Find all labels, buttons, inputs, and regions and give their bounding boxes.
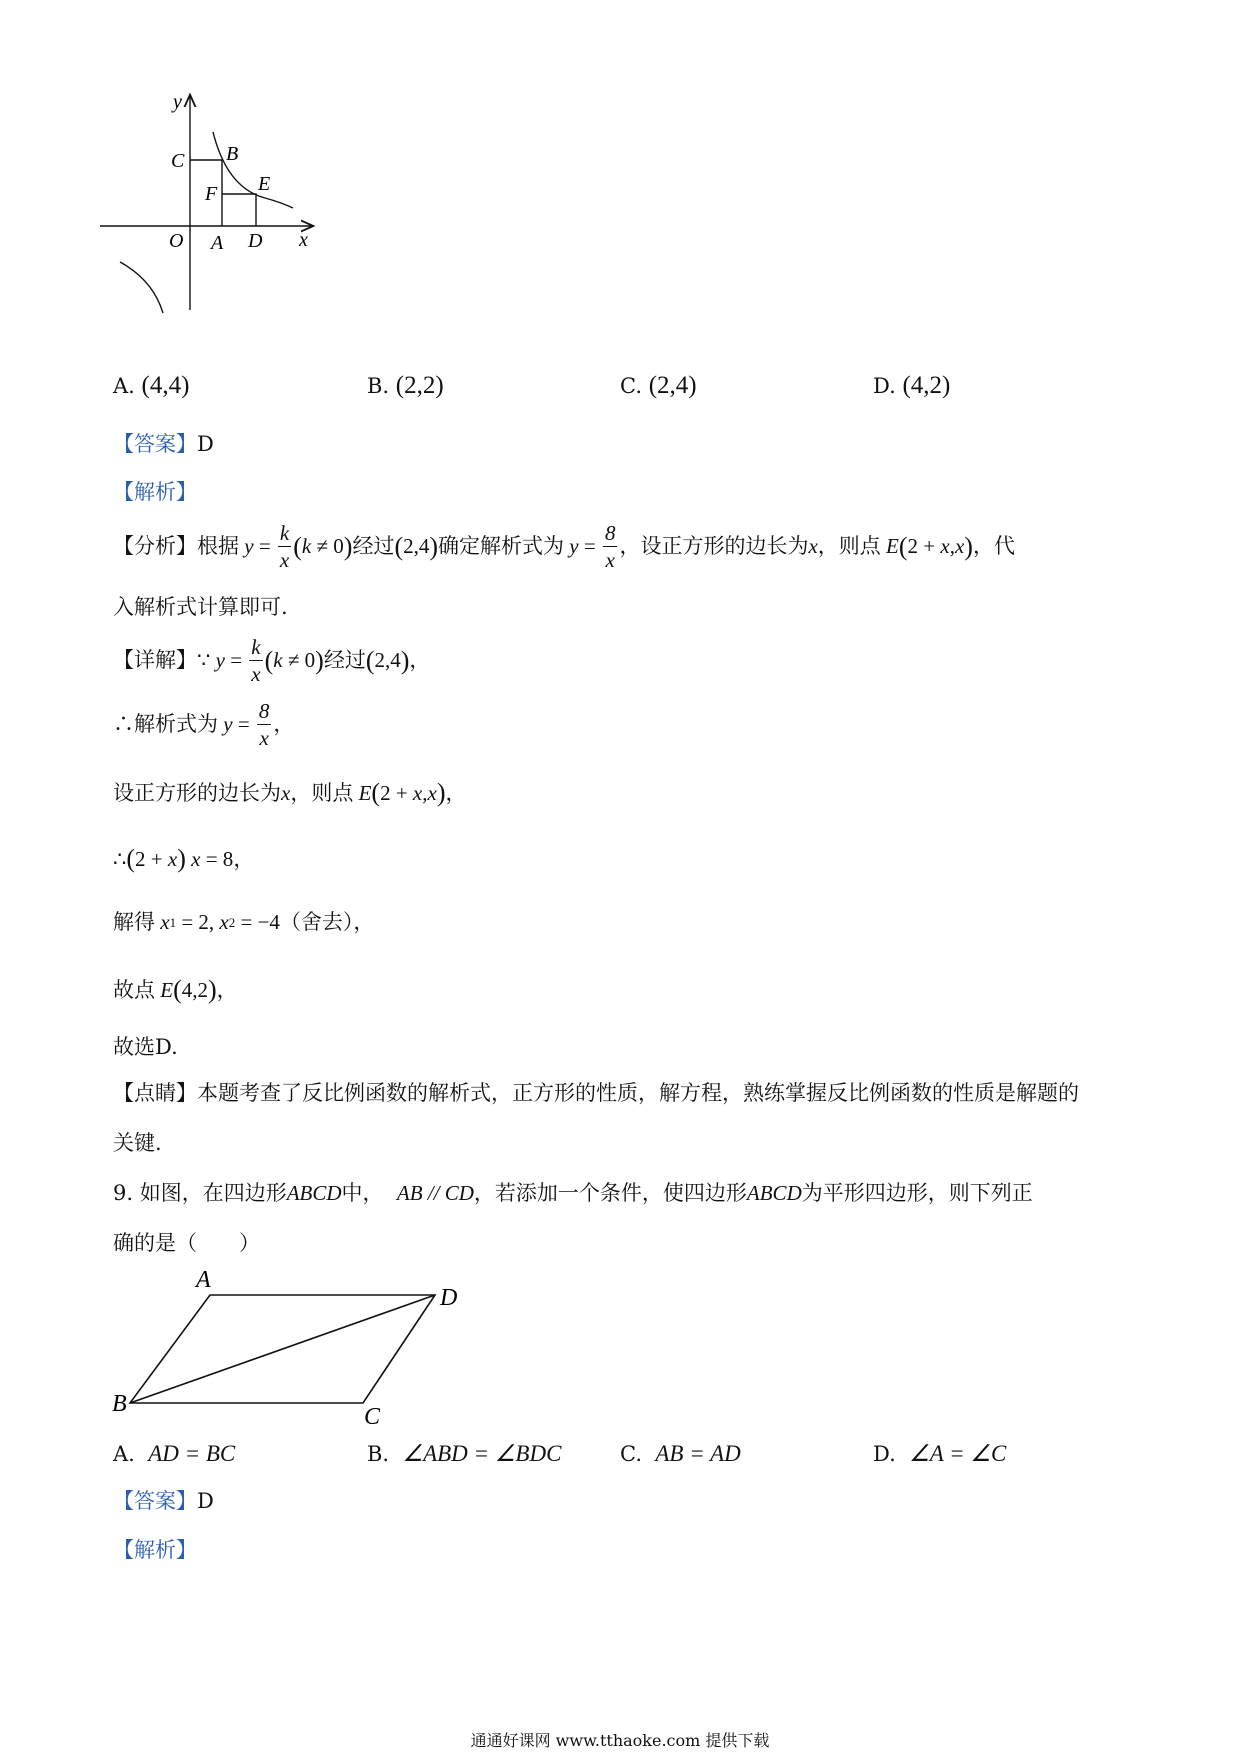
q9-option-c[interactable]: C. AB = AD bbox=[620, 1441, 741, 1466]
label-f: F bbox=[205, 183, 218, 205]
square-adef bbox=[222, 194, 256, 226]
q8-xiangjie: 【详解】 ∵ y = $\frac{k}{x}$ ( k ≠ 0 ) 经过 ( 2,4 ) ， bbox=[113, 635, 431, 687]
diagonal-bd bbox=[130, 1295, 435, 1403]
label-c: C bbox=[171, 150, 185, 172]
label-y: y bbox=[173, 91, 182, 113]
q8-answer: 【答案】D bbox=[113, 432, 214, 456]
label-o: O bbox=[169, 230, 184, 252]
q8-dianjing-line2: 关键. bbox=[113, 1131, 162, 1155]
q8-step-6: 故选D. bbox=[113, 1035, 178, 1059]
q8-step-2: 设正方形的边长为 x ，则点 E ( 2 + x , x ) ， bbox=[113, 778, 467, 807]
q9-stem-line2: 确的是（ ） bbox=[113, 1231, 260, 1255]
q9-option-b[interactable]: B. ∠ABD = ∠BDC bbox=[367, 1441, 562, 1466]
page-footer: 通通好课网 www.tthaoke.com 提供下载 bbox=[470, 1731, 770, 1750]
q9-option-a[interactable]: A. AD = BC bbox=[113, 1441, 236, 1466]
q8-option-a[interactable]: A. (4,4) bbox=[113, 372, 190, 399]
q9-option-d[interactable]: D. ∠A = ∠C bbox=[873, 1441, 1007, 1466]
figure-parallelogram bbox=[100, 1265, 480, 1425]
q8-dianjing-line1: 【点睛】本题考查了反比例函数的解析式，正方形的性质，解方程，熟练掌握反比例函数的性质是解题的 bbox=[113, 1081, 1079, 1105]
q8-fenxi-line1: 【分析】 根据 y = $\frac{k}{x}$ ( k ≠ 0 ) 经过 ( 2,4 ) 确定解析式为 y = $\frac{8}{x}$ ，设正方形的边长为 x ，则点 E ( 2 + x , x ) ，代 bbox=[113, 521, 1015, 573]
q8-step-4: 解得 x 1 = 2, x 2 = −4 （舍去）， bbox=[113, 910, 375, 934]
hyperbola-branch-1 bbox=[213, 132, 293, 208]
label-c: C bbox=[364, 1404, 381, 1425]
q9-answer: 【答案】D bbox=[113, 1489, 214, 1513]
hyperbola-branch-3 bbox=[120, 262, 163, 313]
q9-stem-line1: 9. 如图，在四边形ABCD中， AB // CD，若添加一个条件，使四边形ABCD为平形四边形，则下列正 bbox=[113, 1181, 1033, 1205]
label-b: B bbox=[226, 143, 239, 165]
q8-step-5: 故点 E ( 4,2 ) ， bbox=[113, 975, 238, 1004]
q8-step-1: ∴解析式为 y = $\frac{8}{x}$ ， bbox=[113, 699, 295, 751]
q8-option-d[interactable]: D. (4,2) bbox=[873, 372, 951, 399]
label-a: A bbox=[211, 232, 224, 254]
label-x: x bbox=[299, 229, 308, 251]
q8-jiexi-heading: 【解析】 bbox=[113, 480, 197, 504]
q9-jiexi-heading: 【解析】 bbox=[113, 1538, 197, 1562]
label-d: D bbox=[248, 230, 263, 252]
label-a: A bbox=[196, 1267, 211, 1293]
q8-option-c[interactable]: C. (2,4) bbox=[620, 372, 697, 399]
q8-option-b[interactable]: B. (2,2) bbox=[367, 372, 444, 399]
label-d: D bbox=[440, 1285, 458, 1311]
q8-fenxi-line2: 入解析式计算即可. bbox=[113, 595, 288, 619]
q8-step-3: ∴ ( 2 + x ) x = 8 ， bbox=[113, 844, 255, 873]
label-b: B bbox=[112, 1391, 127, 1417]
label-e: E bbox=[258, 173, 271, 195]
figure-hyperbola bbox=[95, 90, 335, 320]
